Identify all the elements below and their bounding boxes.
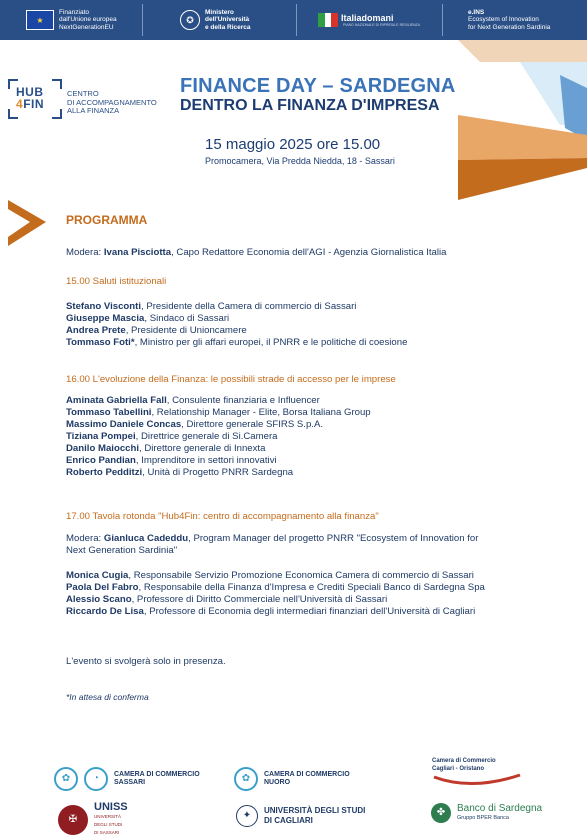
- uniss-seal-icon: ✠: [58, 805, 88, 835]
- speaker-name: Paola Del Fabro: [66, 582, 139, 593]
- moderator-role: , Program Manager del progetto PNRR "Ecosystem of Innovation for: [188, 533, 479, 544]
- speaker-role: , Responsabile Servizio Promozione Economica Camera di commercio di Sassari: [128, 570, 474, 581]
- speaker: [66, 594, 485, 606]
- uniss-line-4: DI SASSARI: [94, 830, 120, 835]
- emblem-icon: ✪: [180, 10, 200, 30]
- speaker-role: , Direttore generale SFIRS S.p.A.: [181, 419, 324, 430]
- uniss-line-3: DEGLI STUDI: [94, 822, 123, 827]
- ministry-line-1: Ministero: [205, 8, 234, 16]
- cc-cagliari-line-2: Cagliari - Oristano: [432, 766, 485, 772]
- unica-seal-icon: ✦: [236, 805, 258, 827]
- cc-sassari-logo: [54, 767, 200, 791]
- speaker-role: , Direttrice generale di Si.Camera: [135, 431, 278, 442]
- event-venue: Promocamera, Via Predda Niedda, 18 - Sassari: [205, 156, 395, 166]
- session-3-moderator: [66, 533, 478, 557]
- banco-group: Gruppo BPER Banca: [457, 814, 509, 821]
- centro-line-1: CENTRO: [67, 89, 99, 98]
- event-date: 15 maggio 2025 ore 15.00: [205, 136, 381, 153]
- knot-icon: ✿: [234, 767, 258, 791]
- speaker: [66, 467, 371, 479]
- event-subtitle: DENTRO LA FINANZA D'IMPRESA: [180, 97, 440, 114]
- cc-nuoro-logo: [234, 767, 350, 791]
- four-digit: 4: [16, 97, 24, 111]
- speaker-name: Massimo Daniele Concas: [66, 419, 182, 430]
- speaker-role: , Presidente di Unioncamere: [125, 325, 247, 336]
- speaker-name: Stefano Visconti: [66, 301, 141, 312]
- cc-cagliari-swoosh-icon: [432, 773, 522, 787]
- speaker: [66, 419, 371, 431]
- speaker: [66, 337, 407, 349]
- footer-logos: [0, 755, 587, 840]
- session-3-speakers: [66, 570, 485, 618]
- presenza-note: L'evento si svolgerà solo in presenza.: [66, 656, 226, 667]
- eu-line-1: Finanziato: [59, 8, 89, 16]
- moderator-name: Ivana Pisciotta: [103, 247, 172, 258]
- speaker-name: Enrico Pandian: [66, 455, 136, 466]
- fin-word: FIN: [23, 97, 45, 111]
- session-2-speakers: [66, 395, 371, 479]
- unica-line-1: UNIVERSITÀ DEGLI STUDI: [264, 806, 366, 815]
- programma-chevron-icon: [8, 200, 46, 246]
- speaker: [66, 431, 371, 443]
- speaker-role: , Direttore generale di Innexta: [139, 443, 266, 454]
- speaker: [66, 582, 485, 594]
- speaker-role: , Responsabile della Finanza d'Impresa e Crediti Speciali Banco di Sardegna Spa: [138, 582, 485, 593]
- centro-line-3: ALLA FINANZA: [67, 106, 120, 115]
- speaker-name: Monica Cugia: [66, 570, 129, 581]
- speaker: [66, 301, 407, 313]
- speaker-name: Tiziana Pompei: [66, 431, 136, 442]
- speaker: [66, 407, 371, 419]
- centro-accompagnamento: [67, 90, 157, 116]
- ministry-line-2: dell'Università: [205, 16, 250, 24]
- cc-sassari-line-1: CAMERA DI COMMERCIO: [114, 771, 200, 778]
- session-2-title: 16.00 L'evoluzione della Finanza: le possibili strade di accesso per le imprese: [66, 374, 396, 385]
- swirl-icon: ◔: [84, 767, 108, 791]
- speaker-name: Danilo Maiocchi: [66, 443, 140, 454]
- speaker-role: , Professore di Diritto Commerciale nell'Università di Sassari: [131, 594, 388, 605]
- uniss-line-2: UNIVERSITÀ: [94, 814, 122, 819]
- moderator-line: [66, 247, 446, 259]
- centro-line-2: DI ACCOMPAGNAMENTO: [67, 97, 157, 107]
- deco-orange-wedge: [458, 158, 587, 200]
- eins-line-3: for Next Generation Sardinia: [468, 23, 551, 31]
- programma-heading: PROGRAMMA: [66, 213, 148, 227]
- speaker-role: , Sindaco di Sassari: [144, 313, 230, 324]
- speaker-name: Aminata Gabriella Fall: [66, 395, 167, 406]
- speaker-name: Tommaso Foti*: [66, 337, 135, 348]
- speaker-role: , Consulente finanziaria e Influencer: [166, 395, 320, 406]
- speaker: [66, 570, 485, 582]
- cc-nuoro-line-1: CAMERA DI COMMERCIO: [264, 771, 350, 778]
- moderator-name: Gianluca Cadeddu: [103, 533, 189, 544]
- speaker: [66, 325, 407, 337]
- cc-nuoro-line-2: NUORO: [264, 779, 291, 786]
- modera-label: Modera:: [66, 533, 102, 544]
- cc-cagliari-logo: [432, 757, 522, 787]
- speaker-role: , Ministro per gli affari europei, il PNRR e le politiche di coesione: [134, 337, 408, 348]
- speaker-role: , Imprenditore in settori innovativi: [135, 455, 277, 466]
- unica-logo: [236, 805, 365, 827]
- session-1-speakers: [66, 301, 407, 349]
- modera-label: Modera:: [66, 247, 102, 258]
- speaker-name: Tommaso Tabellini: [66, 407, 152, 418]
- speaker: [66, 606, 485, 618]
- moderator-role-cont: Next Generation Sardinia": [66, 545, 178, 556]
- banco-emblem-icon: ✤: [431, 803, 451, 823]
- speaker: [66, 313, 407, 325]
- speaker-name: Roberto Pedditzi: [66, 467, 143, 478]
- speaker-role: , Presidente della Camera di commercio di Sassari: [141, 301, 357, 312]
- eu-flag-icon: ★: [26, 10, 54, 30]
- cc-sassari-line-2: SASSARI: [114, 779, 146, 786]
- eu-line-3: NextGenerationEU: [59, 23, 114, 31]
- eins-line-1: e.INS: [468, 8, 485, 16]
- event-title: FINANCE DAY – SARDEGNA: [180, 75, 456, 97]
- uniss-logo: [58, 803, 128, 837]
- session-1-title: 15.00 Saluti istituzionali: [66, 276, 167, 287]
- cc-cagliari-line-1: Camera di Commercio: [432, 758, 496, 764]
- speaker-name: Riccardo De Lisa: [66, 606, 144, 617]
- footnote: *In attesa di conferma: [66, 692, 149, 702]
- hub4fin-logo: [8, 79, 62, 119]
- banco-name: Banco di Sardegna: [457, 802, 543, 814]
- speaker-name: Andrea Prete: [66, 325, 126, 336]
- moderator-role: , Capo Redattore Economia dell'AGI - Agenzia Giornalistica Italia: [171, 247, 447, 258]
- italiadomani-name: Italiadomani: [341, 13, 394, 23]
- speaker-name: Giuseppe Mascia: [66, 313, 145, 324]
- ministry-line-3: e della Ricerca: [205, 23, 251, 31]
- italiadomani-sub: PIANO NAZIONALE DI RIPRESA E RESILIENZA: [343, 23, 421, 27]
- speaker: [66, 455, 371, 467]
- eu-line-2: dall'Unione europea: [59, 16, 117, 24]
- unica-line-2: DI CAGLIARI: [264, 816, 313, 825]
- hub-word: HUB: [16, 85, 44, 99]
- speaker-role: , Professore di Economia degli intermediari finanziari dell'Università di Cagliari: [143, 606, 476, 617]
- eins-line-2: Ecosystem of Innovation: [468, 16, 539, 24]
- speaker-name: Alessio Scano: [66, 594, 132, 605]
- banco-sardegna-logo: [431, 803, 542, 823]
- uniss-name: UNISS: [94, 801, 128, 813]
- speaker: [66, 395, 371, 407]
- speaker-role: , Relationship Manager - Elite, Borsa Italiana Group: [151, 407, 371, 418]
- speaker: [66, 443, 371, 455]
- knot-icon: ✿: [54, 767, 78, 791]
- speaker-role: , Unità di Progetto PNRR Sardegna: [142, 467, 294, 478]
- session-3-title: 17.00 Tavola rotonda "Hub4Fin: centro di accompagnamento alla finanza": [66, 511, 379, 522]
